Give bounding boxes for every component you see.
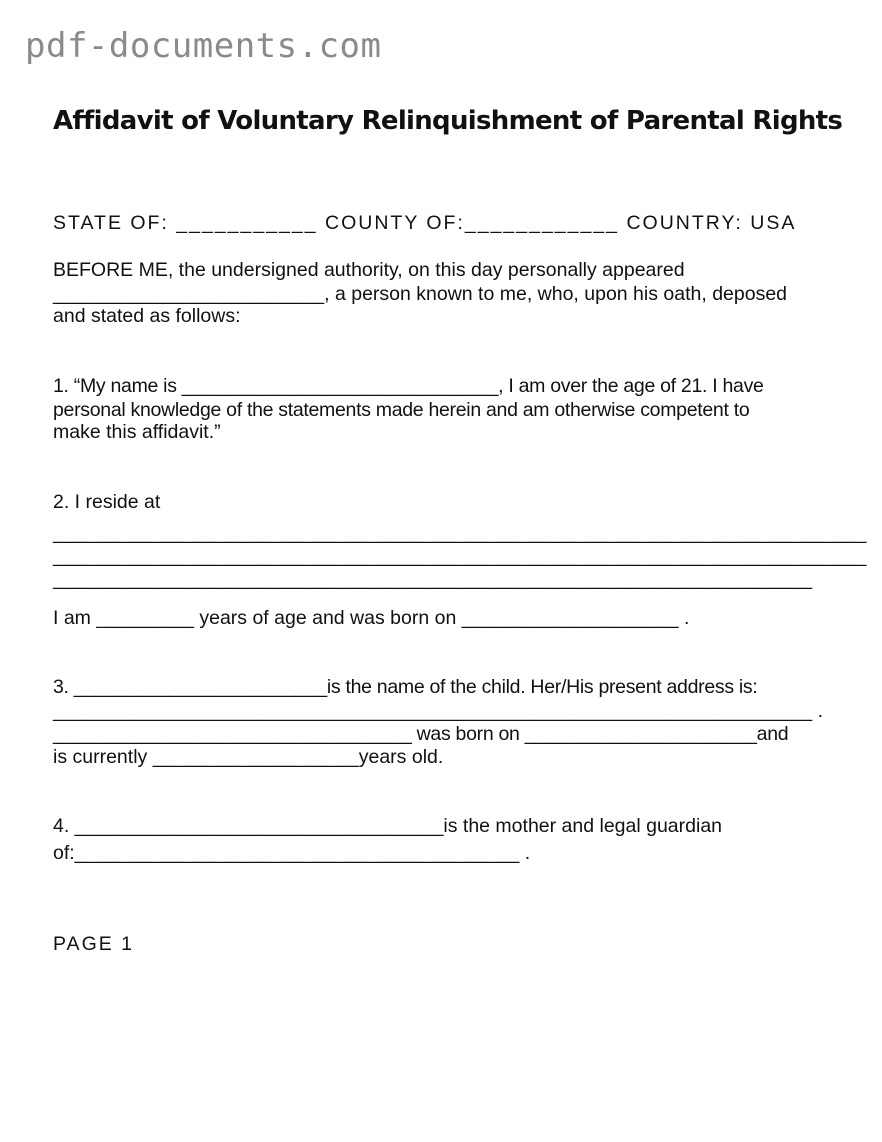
- item-1-line-2: personal knowledge of the statements made herein and am otherwise competent to: [53, 399, 750, 421]
- document-title: Affidavit of Voluntary Relinquishment of Parental Rights: [53, 106, 843, 136]
- item-2-line-1: 2. I reside at: [53, 491, 161, 513]
- item-4-line-2: of:_________________________________________ .: [53, 842, 531, 864]
- item-1-line-1: 1. “My name is ______________________________, I am over the age of 21. I have: [53, 375, 764, 397]
- item-2-age-line: I am _________ years of age and was born on ____________________ .: [53, 607, 690, 629]
- item-2-blank-1: ___________________________________________________________________________: [53, 522, 867, 544]
- before-me-line-2: _________________________, a person known to me, who, upon his oath, deposed: [53, 283, 788, 305]
- watermark-text: pdf-documents.com: [25, 26, 382, 66]
- before-me-line-3: and stated as follows:: [53, 305, 241, 327]
- item-2-blank-3: ______________________________________________________________________: [53, 568, 813, 590]
- item-2-blank-2: ___________________________________________________________________________: [53, 545, 867, 567]
- page-number-label: PAGE 1: [53, 933, 135, 955]
- item-3-line-1: 3. ________________________is the name of the child. Her/His present address is:: [53, 676, 758, 698]
- before-me-line-1: BEFORE ME, the undersigned authority, on this day personally appeared: [53, 259, 685, 281]
- item-3-line-2: ______________________________________________________________________ .: [53, 700, 823, 722]
- item-3-line-4: is currently ___________________years old.: [53, 746, 444, 768]
- item-4-line-1: 4. __________________________________is the mother and legal guardian: [53, 815, 723, 837]
- item-3-line-3: __________________________________ was born on ______________________and: [53, 723, 789, 745]
- location-line: STATE OF: ___________ COUNTY OF:____________ COUNTRY: USA: [53, 212, 797, 234]
- item-1-line-3: make this affidavit.”: [53, 421, 221, 443]
